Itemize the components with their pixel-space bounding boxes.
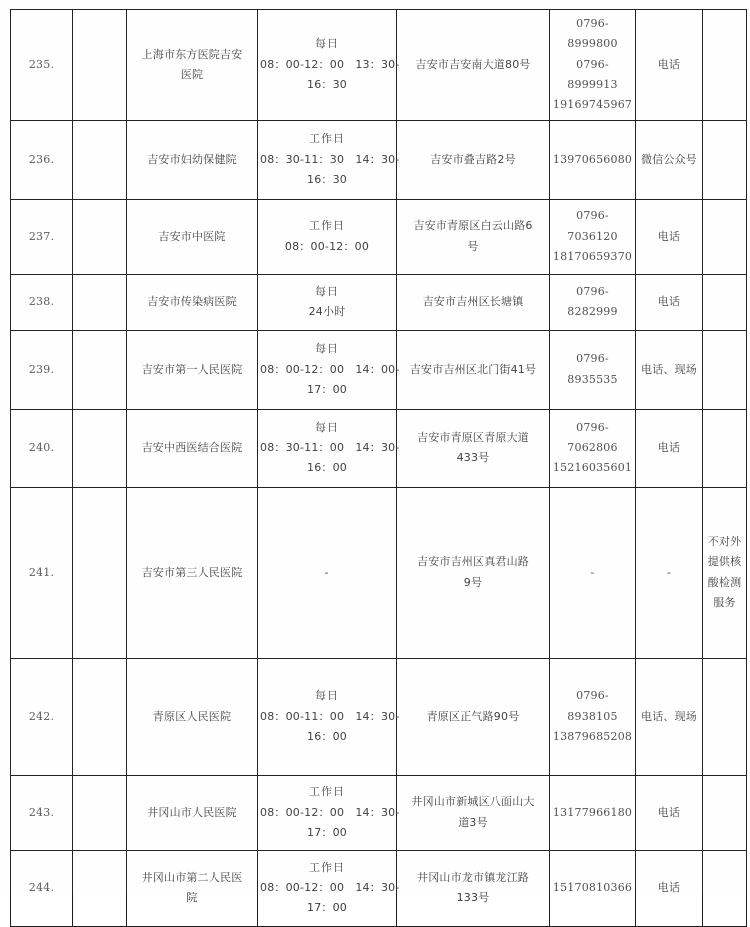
service-hours-cell-line: 08：00-11：00 14：30- <box>260 709 400 723</box>
appointment-method-cell: 电话 <box>636 850 703 926</box>
service-hours-cell <box>258 199 397 274</box>
institution-name-cell-line: 井冈山市第二人民医 <box>141 870 243 884</box>
institution-name-cell <box>127 487 258 658</box>
remarks-cell <box>703 199 747 274</box>
telephone-cell-line: 15216035601 <box>552 461 633 475</box>
service-hours-cell <box>258 775 400 850</box>
service-hours-cell-line: 工作日 <box>309 132 345 146</box>
service-hours-cell-line: 08：00-12：00 14：00- <box>260 362 400 376</box>
service-hours-cell-line: 每日 <box>315 342 339 356</box>
telephone-cell-line: 8938105 <box>567 709 618 723</box>
service-hours-cell <box>258 658 400 775</box>
institution-name-cell-line: 吉安市第三人民医院 <box>141 565 243 579</box>
service-hours-cell-line: 16：00 <box>307 461 347 475</box>
institutions-table <box>10 9 747 927</box>
address-cell <box>397 10 550 121</box>
telephone-cell-line: 0796- <box>576 689 609 703</box>
blank-cell <box>73 850 127 926</box>
appointment-method-cell: 电话、现场 <box>636 658 703 775</box>
telephone-cell-line: 13879685208 <box>552 729 633 743</box>
address-cell <box>397 487 550 658</box>
telephone-cell-line: 15170810366 <box>552 881 633 895</box>
service-hours-cell <box>258 850 400 926</box>
service-hours-cell <box>258 10 400 121</box>
appointment-method-cell: 电话 <box>636 409 703 487</box>
institution-name-cell <box>127 409 258 487</box>
telephone-cell-line: 7062806 <box>567 441 618 455</box>
address-cell-line: 吉安市吉州区真君山路 <box>417 555 529 569</box>
institution-name-cell <box>127 330 258 409</box>
service-hours-cell-line: 工作日 <box>309 219 345 233</box>
remarks-cell <box>703 120 747 199</box>
address-cell-line: 吉安市吉州区长塘镇 <box>422 295 524 309</box>
telephone-cell-line: 8935535 <box>567 372 618 386</box>
address-cell-line: 吉安市青原区白云山路6 <box>413 219 533 233</box>
remarks-cell <box>703 274 747 330</box>
telephone-cell-line: 0796-8999800 <box>567 17 618 51</box>
service-hours-cell-line: 24小时 <box>308 305 346 319</box>
telephone-cell-line: 13970656080 <box>552 152 633 166</box>
remarks-cell: 不对外提供核酸检测服务 <box>703 487 747 658</box>
address-cell <box>397 850 550 926</box>
table-row <box>11 330 747 409</box>
appointment-method-cell: 电话 <box>636 10 703 121</box>
service-hours-cell <box>258 330 400 409</box>
institution-name-cell-line: 院 <box>186 891 198 905</box>
serial-number-cell: 235. <box>11 10 73 121</box>
serial-number-cell: 242. <box>11 658 73 775</box>
telephone-cell <box>550 274 636 330</box>
address-cell-line: 433号 <box>456 451 490 465</box>
remarks-cell <box>703 409 747 487</box>
service-hours-cell-line: 16：00 <box>307 729 347 743</box>
service-hours-cell-line: 08：00-12：00 <box>284 239 370 253</box>
appointment-method-cell: - <box>636 487 703 658</box>
service-hours-cell-line: 每日 <box>315 37 339 51</box>
address-cell-line: 9号 <box>463 575 483 589</box>
telephone-cell-line: 18170659370 <box>552 249 633 263</box>
institution-name-cell <box>127 658 258 775</box>
service-hours-cell-line: 16：30 <box>307 78 347 92</box>
telephone-cell <box>550 775 636 850</box>
blank-cell <box>73 775 127 850</box>
address-cell-line: 吉安市青原区青原大道 <box>417 430 529 444</box>
telephone-cell-line: 0796- <box>576 284 609 298</box>
address-cell <box>397 120 550 199</box>
address-cell-line: 号 <box>467 239 479 253</box>
service-hours-cell-line: 08：30-11：30 14：30- <box>260 152 400 166</box>
institution-name-cell-line: 井冈山市人民医院 <box>147 805 237 819</box>
table-body <box>11 10 747 927</box>
table-row <box>11 120 747 199</box>
table-row <box>11 487 747 658</box>
service-hours-cell-line: 工作日 <box>309 785 345 799</box>
telephone-cell-line: 7036120 <box>567 229 618 243</box>
telephone-cell-line: - <box>590 565 595 579</box>
remarks-cell <box>703 775 747 850</box>
telephone-cell <box>550 199 636 274</box>
telephone-cell <box>550 120 636 199</box>
table-row <box>11 850 747 926</box>
table-row <box>11 10 747 121</box>
service-hours-cell <box>258 409 400 487</box>
blank-cell <box>73 658 127 775</box>
service-hours-cell-line: 每日 <box>315 689 339 703</box>
serial-number-cell: 244. <box>11 850 73 926</box>
address-cell-line: 吉安市吉州区北门街41号 <box>409 362 537 376</box>
address-cell-line: 吉安市吉安南大道80号 <box>415 57 531 71</box>
telephone-cell-line: 0796- <box>576 209 609 223</box>
telephone-cell-line: 13177966180 <box>552 805 633 819</box>
service-hours-cell-line: 工作日 <box>309 860 345 874</box>
address-cell-line: 青原区正气路90号 <box>426 709 520 723</box>
blank-cell <box>73 487 127 658</box>
service-hours-cell-line: 08：00-12：00 13：30- <box>260 57 400 71</box>
telephone-cell <box>550 487 636 658</box>
service-hours-cell-line: 每日 <box>315 420 339 434</box>
table-row <box>11 658 747 775</box>
address-cell-line: 井冈山市新城区八面山大 <box>411 795 535 809</box>
service-hours-cell-line: 08：00-12：00 14：30- <box>260 805 400 819</box>
address-cell <box>397 775 550 850</box>
institution-name-cell <box>127 199 258 274</box>
service-hours-cell-line: - <box>324 565 330 579</box>
address-cell-line: 吉安市叠吉路2号 <box>430 152 516 166</box>
service-hours-cell-line: 17：00 <box>307 382 347 396</box>
institution-name-cell-line: 吉安市传染病医院 <box>147 295 237 309</box>
remarks-cell <box>703 10 747 121</box>
telephone-cell-line: 8282999 <box>567 305 618 319</box>
telephone-cell-line: 0796- <box>576 352 609 366</box>
telephone-cell-line: 19169745967 <box>552 98 633 112</box>
appointment-method-cell: 电话 <box>636 775 703 850</box>
serial-number-cell: 241. <box>11 487 73 658</box>
table-row <box>11 775 747 850</box>
telephone-cell-line: 0796- <box>576 420 609 434</box>
blank-cell <box>73 199 127 274</box>
telephone-cell <box>550 10 636 121</box>
blank-cell <box>73 120 127 199</box>
serial-number-cell: 236. <box>11 120 73 199</box>
institution-name-cell-line: 吉安中西医结合医院 <box>141 441 243 455</box>
service-hours-cell-line: 08：00-12：00 14：30- <box>260 881 400 895</box>
service-hours-cell <box>258 487 397 658</box>
blank-cell <box>73 409 127 487</box>
address-cell-line: 道3号 <box>458 815 488 829</box>
table-row <box>11 274 747 330</box>
telephone-cell <box>550 409 636 487</box>
service-hours-cell-line: 08：30-11：00 14：30- <box>260 441 400 455</box>
appointment-method-cell: 电话 <box>636 199 703 274</box>
appointment-method-cell: 微信公众号 <box>636 120 703 199</box>
serial-number-cell: 237. <box>11 199 73 274</box>
telephone-cell-line: 0796-8999913 <box>567 57 618 92</box>
institution-name-cell <box>127 775 258 850</box>
address-cell-line: 133号 <box>456 891 490 905</box>
institution-name-cell <box>127 120 258 199</box>
address-cell <box>397 409 550 487</box>
serial-number-cell: 238. <box>11 274 73 330</box>
institution-name-cell <box>127 10 258 121</box>
serial-number-cell: 243. <box>11 775 73 850</box>
remarks-cell <box>703 850 747 926</box>
address-cell <box>397 199 550 274</box>
address-cell <box>397 330 550 409</box>
service-hours-cell-line: 17：00 <box>307 901 347 915</box>
institution-name-cell-line: 吉安市中医院 <box>158 229 226 243</box>
service-hours-cell-line: 17：00 <box>307 825 347 839</box>
address-cell <box>397 274 550 330</box>
service-hours-cell-line: 每日 <box>315 284 339 298</box>
service-hours-cell <box>258 120 400 199</box>
serial-number-cell: 240. <box>11 409 73 487</box>
blank-cell <box>73 274 127 330</box>
table-row <box>11 409 747 487</box>
telephone-cell <box>550 658 636 775</box>
institution-name-cell-line: 青原区人民医院 <box>152 709 232 723</box>
service-hours-cell-line: 16：30 <box>307 172 347 186</box>
telephone-cell <box>550 850 636 926</box>
appointment-method-cell: 电话、现场 <box>636 330 703 409</box>
remarks-cell <box>703 658 747 775</box>
institution-name-cell-line: 上海市东方医院吉安 <box>141 47 243 61</box>
blank-cell <box>73 10 127 121</box>
serial-number-cell: 239. <box>11 330 73 409</box>
institution-name-cell-line: 吉安市第一人民医院 <box>141 362 243 376</box>
address-cell-line: 井冈山市龙市镇龙江路 <box>417 870 529 884</box>
institution-name-cell-line: 吉安市妇幼保健院 <box>147 152 237 166</box>
institution-name-cell-line: 医院 <box>180 67 204 81</box>
institution-name-cell <box>127 850 258 926</box>
address-cell <box>397 658 550 775</box>
blank-cell <box>73 330 127 409</box>
appointment-method-cell: 电话 <box>636 274 703 330</box>
service-hours-cell <box>258 274 397 330</box>
table-row <box>11 199 747 274</box>
telephone-cell <box>550 330 636 409</box>
remarks-cell <box>703 330 747 409</box>
institution-name-cell <box>127 274 258 330</box>
